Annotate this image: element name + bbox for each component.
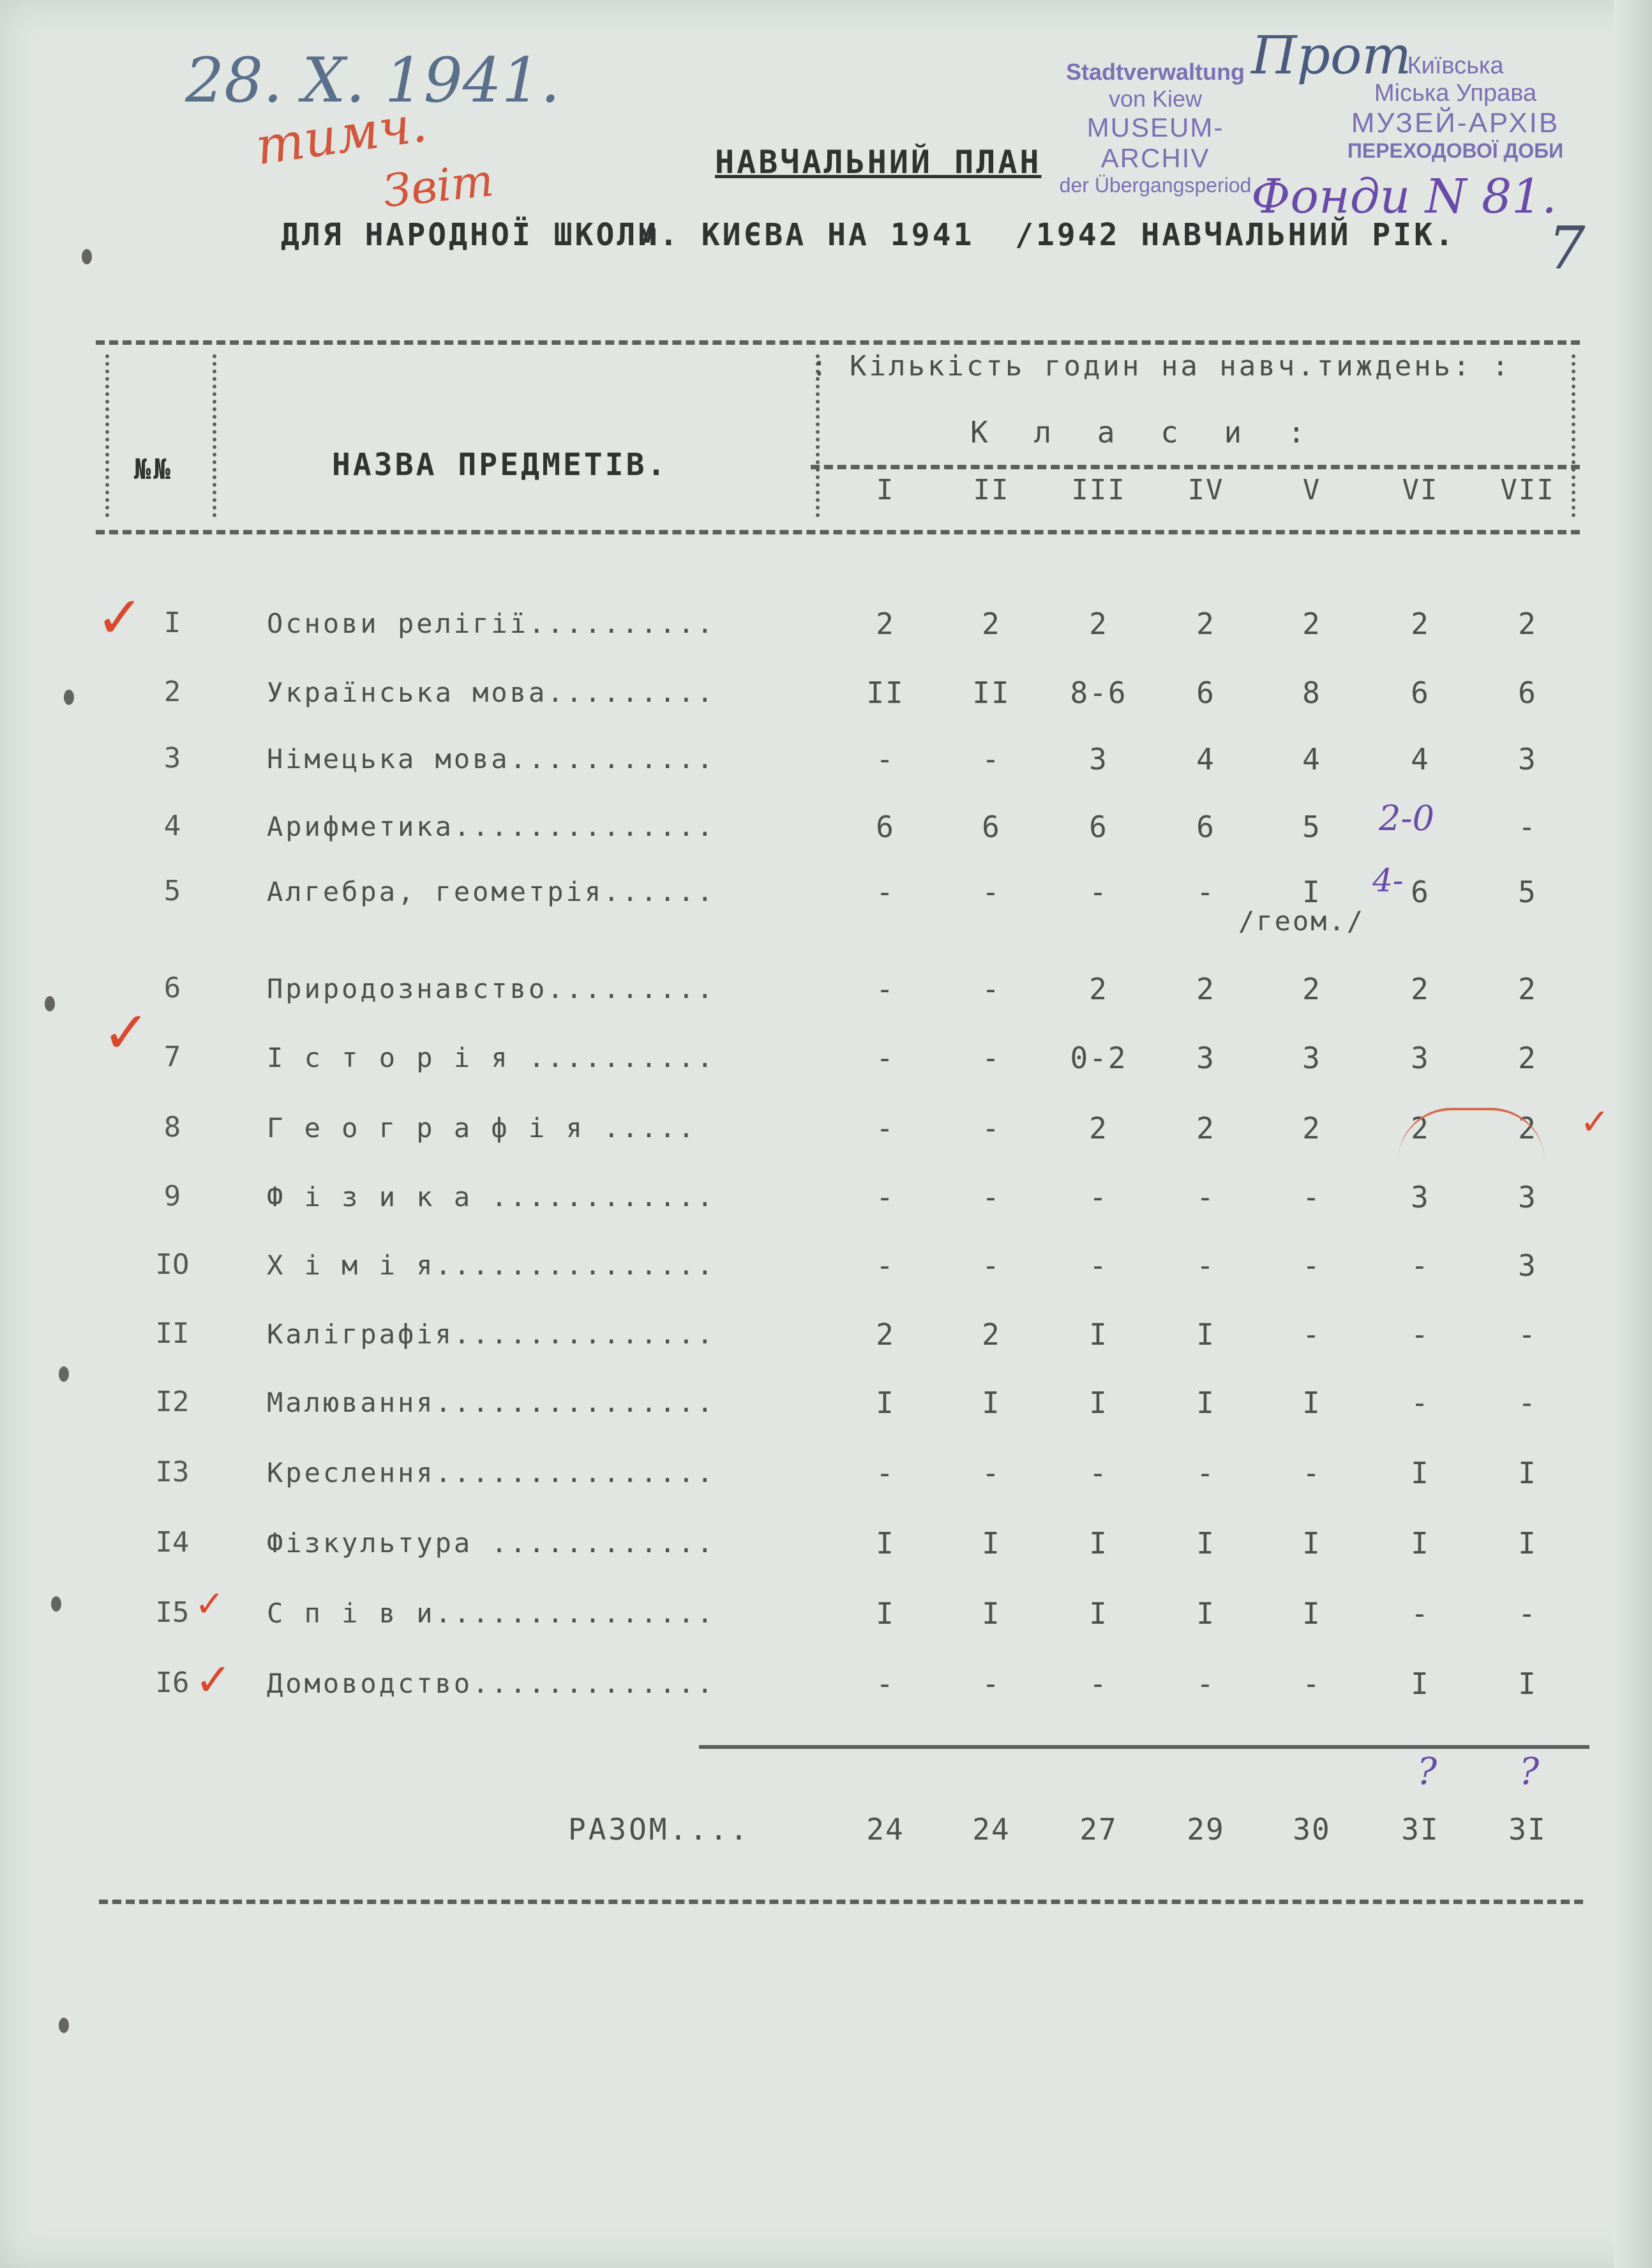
hours-cell: - [876,1111,895,1145]
subject-name: Домоводство............. [267,1668,716,1699]
hours-cell: 3 [1302,1041,1321,1075]
row-number: IO [155,1248,190,1281]
hours-cell: - [1089,1456,1108,1490]
hours-cell: 2 [982,1317,1001,1352]
table-header-bottom-rule [96,530,1580,534]
handwritten-question: ? [1519,1750,1540,1793]
punch-hole [51,1596,61,1612]
hours-cell: 6 [1196,810,1215,844]
handwritten-fund-number: Фонди N 81. [1251,169,1557,224]
hours-cell: 6 [1411,676,1430,710]
hours-cell: 8 [1302,676,1321,710]
hours-cell: I [1518,1456,1537,1490]
document-subtitle-2: /1942 НАВЧАЛЬНИЙ РІК. [1015,217,1456,253]
hours-cell: - [1411,1248,1430,1283]
row-number: 7 [163,1041,181,1073]
column-header-number: №№ [134,453,173,486]
hours-cell: - [1302,1317,1321,1352]
handwritten-stamp-note: Прот [1251,26,1412,86]
hours-cell: - [1518,1317,1537,1352]
stamp-line: ПЕРЕХОДОВОЇ ДОБИ [1347,139,1564,162]
hours-cell: - [1089,875,1108,909]
hours-cell: 2 [1411,972,1430,1006]
hours-cell: 3 [1518,1180,1537,1214]
hours-cell: 2 [1196,607,1215,641]
hours-cell: - [982,875,1001,909]
hours-cell: 2 [1302,972,1321,1006]
stamp-line: Київська [1407,52,1504,79]
punch-hole [59,2018,69,2033]
hours-cell: - [876,1180,895,1214]
hours-cell: - [1196,875,1215,909]
hours-cell: - [876,1041,895,1075]
hours-cell: 2 [1302,607,1321,641]
hours-cell: - [1411,1596,1430,1631]
hours-cell: I [1302,1526,1321,1561]
hours-cell: - [982,1248,1001,1283]
hours-cell: 6 [1089,810,1108,844]
hours-cell: 2 [1411,607,1430,641]
document-subtitle-1: ДЛЯ НАРОДНОЇ ШКОЛИ [281,217,659,253]
hours-cell: 6 [876,810,895,844]
hours-cell: 2 [1518,972,1537,1006]
subject-name: Природознавство......... [267,973,716,1004]
hours-cell: 2 [1518,1111,1537,1145]
hours-cell: 2 [1518,607,1537,641]
punch-hole [59,1366,69,1382]
hours-cell: 3 [1089,742,1108,776]
stamp-line: Міська Управа [1374,80,1537,107]
hours-cell: I [1196,1386,1215,1420]
hours-cell: 2 [1089,1111,1108,1145]
hours-cell: - [1089,1180,1108,1214]
subject-name: Ф і з и к а ............ [267,1181,716,1213]
table-vertical-divider [105,354,109,517]
handwritten-note-red: тимч. [252,93,431,177]
hours-cell: II [972,676,1010,710]
hours-cell: I [982,1596,1001,1631]
hours-cell: 2 [1196,972,1215,1006]
column-header-classes: К л а с и : [970,415,1319,450]
total-cell: 24 [866,1812,905,1847]
row-number: II [155,1317,190,1350]
hours-cell: 3 [1518,1248,1537,1283]
hours-cell: 4 [1302,742,1321,776]
hours-cell: 2 [1089,972,1108,1006]
hours-cell: 6 [1411,875,1430,909]
class-header-cell: VI [1402,474,1439,506]
hours-cell: - [1302,1248,1321,1283]
hours-cell: - [982,1667,1001,1701]
total-cell: 30 [1293,1812,1331,1847]
hours-cell: I [1518,1526,1537,1561]
subject-name: Х і м і я............... [267,1250,716,1281]
table-vertical-divider [213,354,216,517]
hours-cell: - [876,1667,895,1701]
subject-name: С п і в и............... [267,1598,716,1629]
class-header-cell: III [1071,474,1126,506]
handwritten-date: 28. X. 1941. [185,45,560,116]
class-header-cell: II [973,474,1010,506]
subject-name: Німецька мова........... [267,743,716,775]
hours-cell: 2 [1518,1041,1537,1075]
hours-cell: I [1411,1526,1430,1561]
row-number: 9 [163,1180,181,1213]
subject-name: Українська мова......... [267,677,716,708]
subject-name: Малювання............... [267,1387,716,1418]
hours-cell: - [982,1111,1001,1145]
check-mark: ✓ [195,1654,232,1706]
hours-cell: 2 [876,607,895,641]
total-cell: 24 [972,1812,1010,1847]
hours-cell: 0-2 [1070,1041,1127,1075]
hours-cell: 5 [1302,810,1321,844]
row-number: 4 [163,810,181,842]
hours-cell: 5 [1518,875,1537,909]
hours-cell: 2 [876,1317,895,1352]
hours-cell: I [1302,1386,1321,1420]
hours-cell: I [1089,1596,1108,1631]
hours-cell: - [1302,1667,1321,1701]
punch-hole [45,996,55,1011]
row-number: 3 [163,742,181,775]
punch-hole [82,249,92,264]
handwritten-correction: 4- [1372,862,1404,899]
stamp-line: von Kiew [1108,86,1203,112]
class-header-cell: V [1302,474,1321,506]
hours-cell: I [1518,1667,1537,1701]
subject-name: Фізкультура ............ [267,1527,716,1559]
document-title: НАВЧАЛЬНИЙ ПЛАН [715,144,1042,181]
hours-cell: - [876,875,895,909]
check-mark: ✓ [96,584,144,651]
hours-cell: - [982,1041,1001,1075]
hours-cell: - [1089,1667,1108,1701]
handwritten-question: ? [1417,1750,1438,1793]
row-number: 5 [163,875,181,907]
subject-name: Каліграфія.............. [267,1319,716,1350]
check-mark: ✓ [195,1584,225,1625]
row-number: I4 [155,1526,190,1559]
hours-cell: 6 [982,810,1001,844]
hours-cell: - [1518,1386,1537,1420]
row-number: 8 [163,1111,181,1144]
hours-cell: - [1302,1456,1321,1490]
hours-cell: - [1196,1248,1215,1283]
column-header-hours: : Кількість годин на навч.тиждень: : [811,350,1512,382]
table-mid-rule [811,465,1580,469]
subject-name: Арифметика.............. [267,811,716,842]
total-cell: 3I [1401,1812,1439,1847]
hours-cell: I [876,1526,895,1561]
hours-cell: 3 [1518,742,1537,776]
hours-cell: 2 [1089,607,1108,641]
hours-cell: I [1196,1596,1215,1631]
handwritten-note-red-2: Звіт [380,154,496,218]
subject-name: І с т о р і я .......... [267,1042,716,1073]
hours-cell: - [982,742,1001,776]
paper-edge [1614,0,1652,2268]
row-number: I [163,607,181,639]
hours-cell: - [1302,1180,1321,1214]
row-number: I2 [155,1386,190,1418]
hours-cell: I [1302,1596,1321,1631]
hours-cell: 3 [1411,1180,1430,1214]
hours-cell: 6 [1196,676,1215,710]
hours-cell: - [876,1248,895,1283]
hours-cell: - [1411,1317,1430,1352]
row-number: 2 [163,676,181,708]
hours-cell: 3 [1411,1041,1430,1075]
total-rule [699,1745,1589,1749]
punch-hole [64,690,74,705]
hours-cell: - [1518,1596,1537,1631]
hours-cell: I [1411,1456,1430,1490]
class-header-cell: I [876,474,895,506]
total-cell: 29 [1187,1812,1225,1847]
hours-cell: I [876,1386,895,1420]
hours-cell: I [1196,1317,1215,1352]
row-number: I3 [155,1456,190,1488]
subject-name: Основи релігії.......... [267,608,716,639]
stamp-line: МУЗЕЙ-АРХІВ [1351,107,1560,139]
hours-cell: I [1302,875,1321,909]
hours-cell: I [1411,1667,1430,1701]
subject-name: Алгебра, геометрія...... [267,876,716,907]
hours-cell: 4 [1411,742,1430,776]
hours-cell: I [1196,1526,1215,1561]
total-cell: 27 [1079,1812,1118,1847]
total-label: РАЗОМ.... [568,1812,751,1847]
hours-cell: 4 [1196,742,1215,776]
hours-cell: - [876,1456,895,1490]
hours-cell: I [1089,1526,1108,1561]
stamp-line: Stadtverwaltung [1065,59,1245,85]
hours-cell: - [982,1456,1001,1490]
document-subtitle-city: м. КИЄВА НА 1941 [638,217,975,253]
subject-name: Креслення............... [267,1457,716,1488]
total-cell: 3I [1508,1812,1547,1847]
hours-cell: 6 [1518,676,1537,710]
hours-cell: I [982,1526,1001,1561]
hours-cell: - [1411,1386,1430,1420]
archive-stamp-left [1034,59,1277,197]
stamp-line: der Übergangsperiod [1059,174,1252,197]
hours-cell: - [1196,1456,1215,1490]
table-bottom-rule [99,1900,1583,1904]
hours-cell: I [1089,1386,1108,1420]
page-number: 7 [1548,214,1586,282]
hours-cell: - [876,742,895,776]
check-mark: ✓ [1580,1101,1610,1143]
hours-cell: - [982,1180,1001,1214]
row-number: I6 [155,1667,190,1699]
geometry-note: /геом./ [1238,905,1365,937]
stamp-line: MUSEUM-ARCHIV [1086,112,1224,173]
hours-cell: - [1518,810,1537,844]
hours-cell: I [1089,1317,1108,1352]
hours-cell: II [866,676,905,710]
column-header-subject: НАЗВА ПРЕДМЕТІВ. [332,447,668,483]
hours-cell: - [1089,1248,1108,1283]
check-mark: ✓ [102,999,151,1066]
handwritten-correction: 2-0 [1379,798,1434,838]
hours-cell: - [1196,1667,1215,1701]
hours-cell: 2 [982,607,1001,641]
hours-cell: 2 [1411,1111,1430,1145]
subject-name: Г е о г р а ф і я ..... [267,1112,697,1144]
hours-cell: I [876,1596,895,1631]
hours-cell: - [876,972,895,1006]
table-top-rule [96,340,1580,345]
hours-cell: - [982,972,1001,1006]
row-number: I5 [155,1596,190,1629]
class-header-cell: VII [1500,474,1555,506]
hours-cell: I [982,1386,1001,1420]
hours-cell: - [1196,1180,1215,1214]
hours-cell: 2 [1196,1111,1215,1145]
row-number: 6 [163,972,181,1004]
class-header-cell: IV [1187,474,1224,506]
hours-cell: 8-6 [1070,676,1127,710]
hours-cell: 2 [1302,1111,1321,1145]
hours-cell: 3 [1196,1041,1215,1075]
